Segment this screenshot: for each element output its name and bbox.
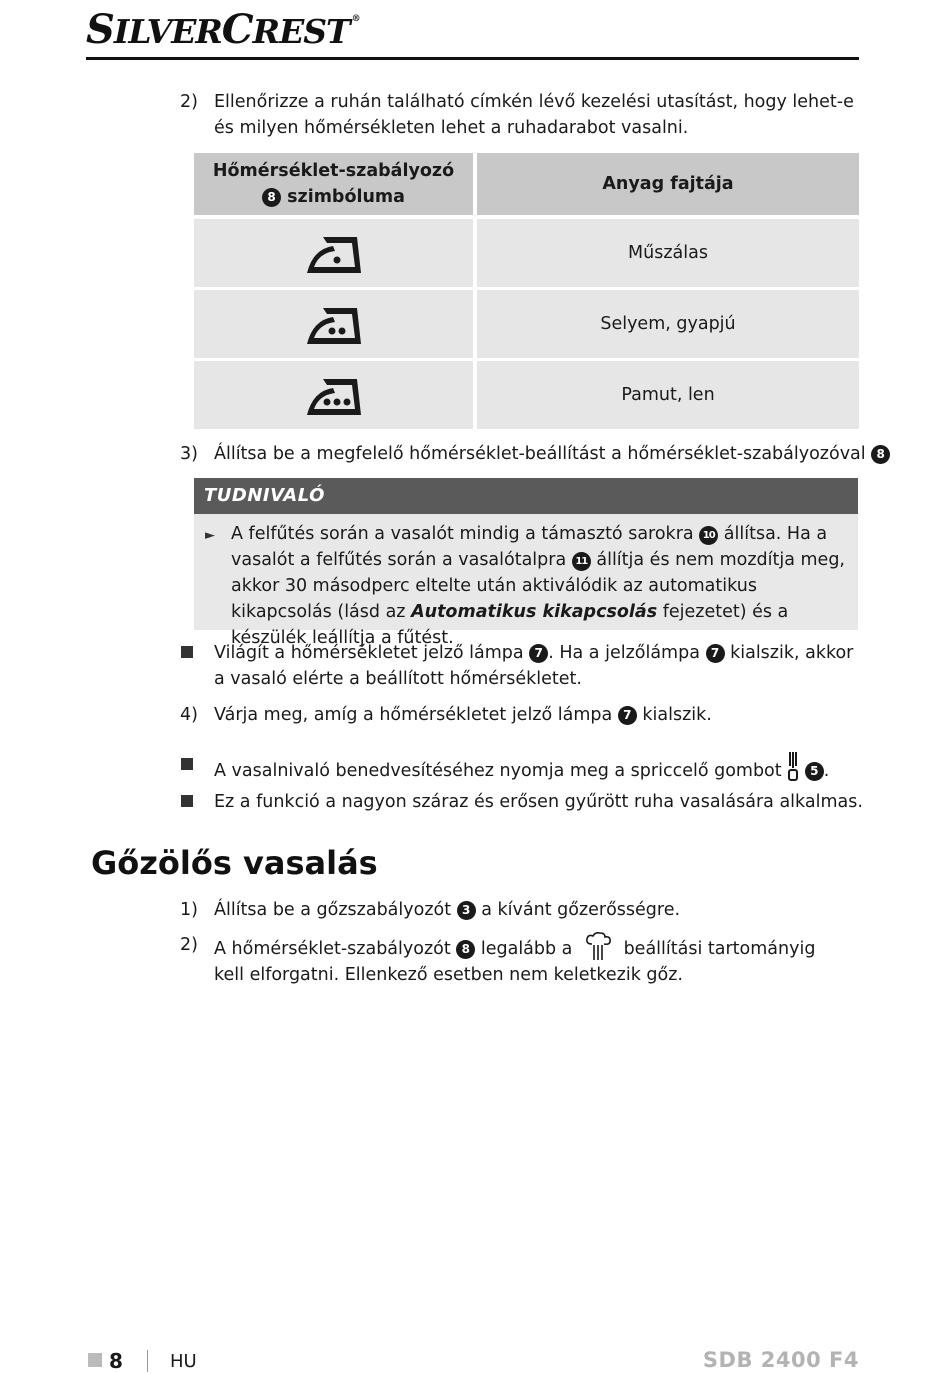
part-number-badge: 7 — [618, 706, 637, 725]
square-bullet-icon — [181, 795, 193, 807]
table-header-material: Anyag fajtája — [477, 153, 859, 215]
brand-logo: SILVERCREST ® — [86, 6, 360, 53]
square-bullet-icon — [181, 646, 193, 658]
table-cell-material: Műszálas — [477, 219, 859, 287]
footer-square-icon — [88, 1353, 102, 1367]
footer-separator — [147, 1350, 148, 1372]
iron-2-dots-icon — [194, 290, 473, 358]
part-number-badge: 5 — [805, 762, 824, 781]
table-cell-material: Pamut, len — [477, 361, 859, 429]
part-number-badge: 11 — [572, 552, 591, 571]
table-row — [194, 219, 859, 287]
chapter-reference: Automatikus kikapcsolás — [411, 602, 658, 622]
note-text: A felfűtés során a vasalót mindig a támasztó sarokra 10 állítsa. Ha a vasalót a felfűtés során a vasalótalpra 11 állítja és nem mozdítja meg, akkor 30 másodperc eltelte után aktiválódik az automatikus kikapcsolás (lásd az Automatikus kikapcsolás fejezetet) és a készülék leállítja a fűtést. — [231, 524, 845, 648]
part-number-badge: 8 — [262, 188, 281, 207]
arrow-bullet-icon: ► — [205, 528, 215, 543]
table-row — [194, 361, 859, 429]
part-number-badge: 7 — [529, 644, 548, 663]
model-number: SDB 2400 F4 — [702, 1348, 859, 1372]
steam-icon — [582, 932, 614, 962]
header-rule — [86, 57, 859, 60]
page-number: 8 — [109, 1349, 123, 1373]
section-title: Gőzölős vasalás — [91, 844, 378, 882]
step-2-text: Ellenőrizze a ruhán található címkén lévő kezelési utasítást, hogy lehet-e és milyen hőmérsékleten lehet a ruhadarabot vasalni. — [214, 92, 854, 138]
iron-3-dots-icon — [194, 361, 473, 429]
square-bullet-icon — [181, 758, 193, 770]
table-row — [194, 290, 859, 358]
table-header-symbol: Hőmérséklet-szabályozó 8 szimbóluma — [194, 153, 473, 215]
table-header-row — [194, 153, 859, 215]
part-number-badge: 10 — [699, 526, 718, 545]
language-code: HU — [170, 1351, 197, 1372]
iron-1-dot-icon — [194, 219, 473, 287]
part-number-badge: 3 — [457, 901, 476, 920]
table-cell-material: Selyem, gyapjú — [477, 290, 859, 358]
spray-button-icon — [787, 752, 799, 782]
part-number-badge: 8 — [871, 445, 890, 464]
note-header: TUDNIVALÓ — [194, 478, 858, 514]
part-number-badge: 8 — [456, 940, 475, 959]
part-number-badge: 7 — [706, 644, 725, 663]
